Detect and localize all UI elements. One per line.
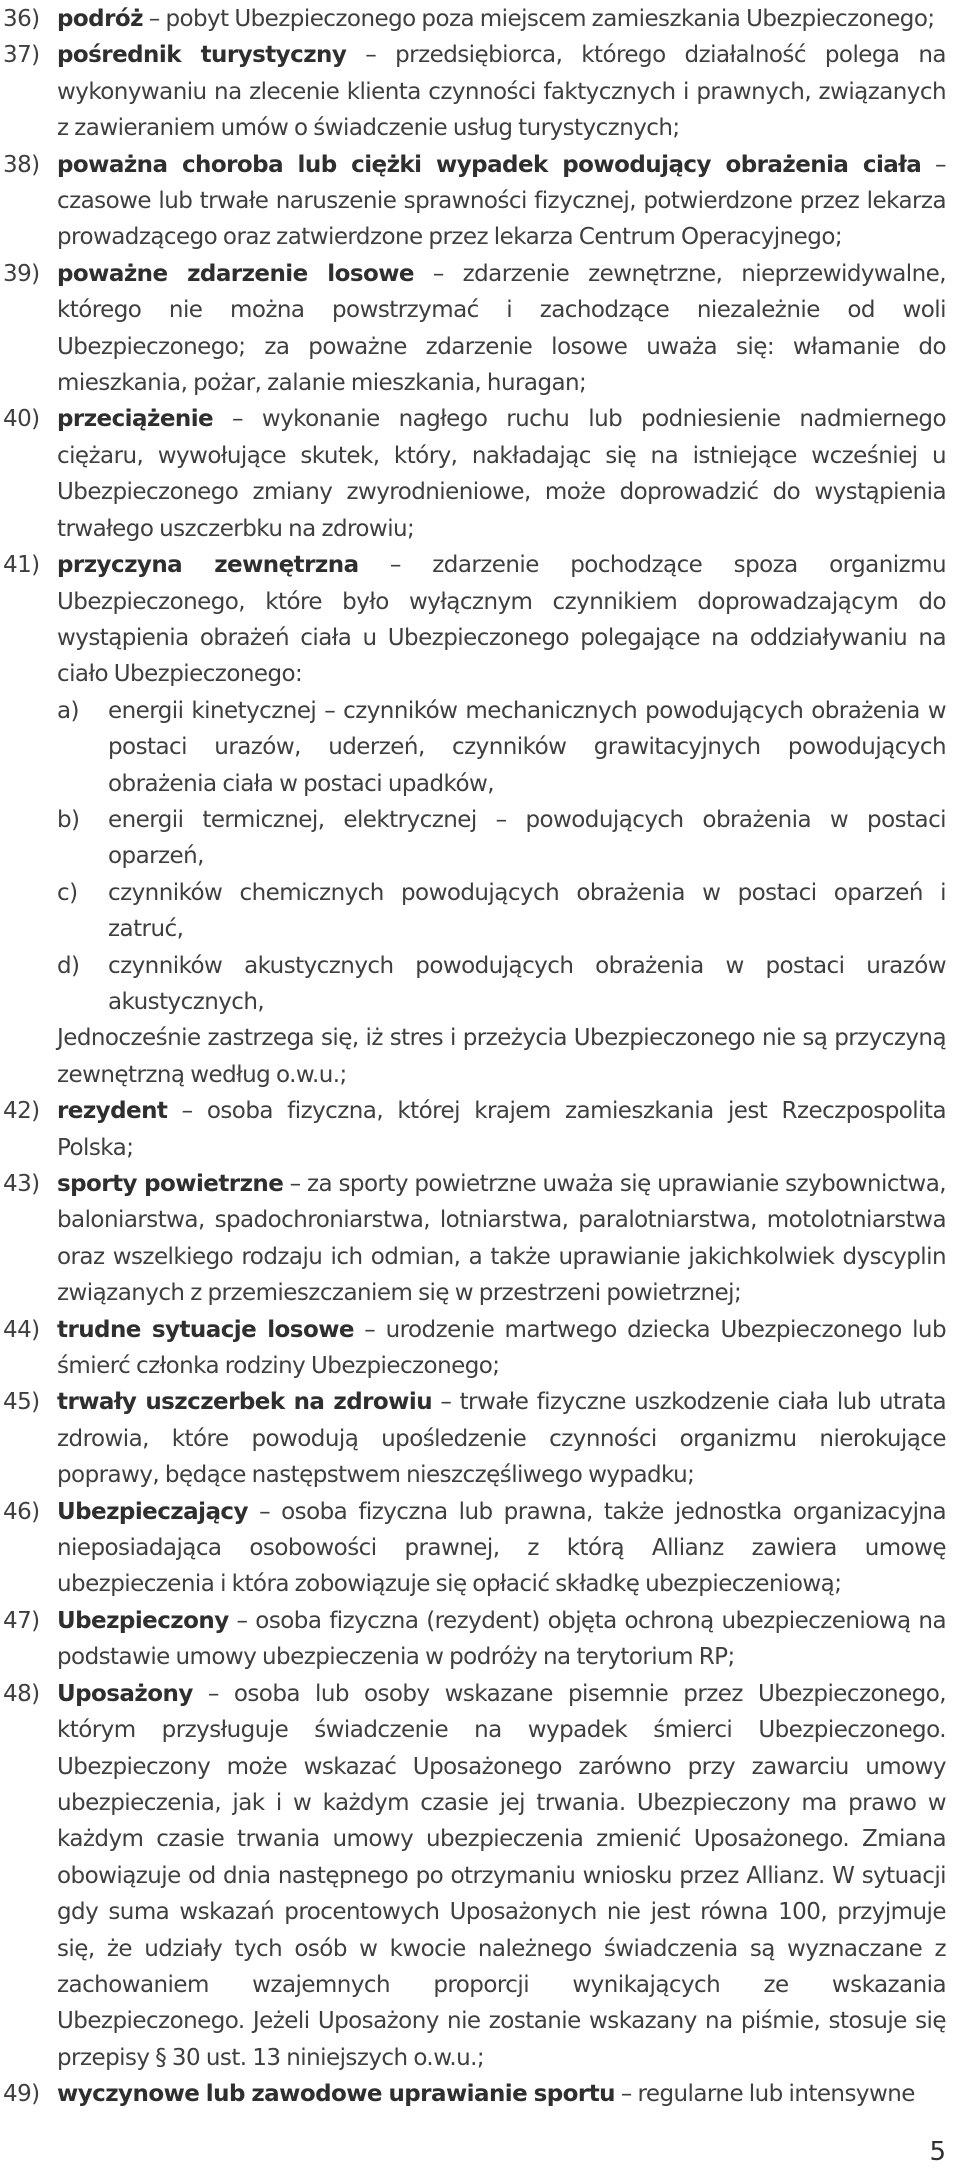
definition-number: 41): [3, 552, 40, 579]
definition-term: sporty powietrzne: [57, 1171, 284, 1197]
definition-40: [3, 401, 946, 547]
definition-44: [3, 1312, 946, 1385]
definition-46: [3, 1494, 946, 1603]
definition-text: – za sporty powietrzne uważa się uprawianie szybownictwa, baloniarstwa, spadochroniarstwa, lotniarstwa, paralotniarstwa, motolotniarstwa oraz wszelkiego rodzaju ich odmian, a także uprawianie jakichkolwiek dyscyplin związanych z przemieszczaniem się w przestrzeni powietrznej;: [57, 1171, 946, 1307]
definition-38: [3, 147, 946, 256]
definition-number: 39): [3, 260, 40, 287]
definition-number: 46): [3, 1498, 40, 1525]
definition-term: wyczynowe lub zawodowe uprawianie sportu: [57, 2081, 615, 2108]
definition-text: – zdarzenie zewnętrzne, nieprzewidywalne, którego nie można powstrzymać i zachodzące niezależnie od woli Ubezpieczonego; za poważne zdarzenie losowe uważa się: włamanie do mieszkania, pożar, zalanie mieszkania, huragan;: [57, 260, 946, 397]
definition-term: poważne zdarzenie losowe: [57, 260, 414, 287]
definition-text: – pobyt Ubezpieczonego poza miejscem zamieszkania Ubezpieczonego;: [142, 6, 935, 32]
definition-term: Ubezpieczony: [57, 1607, 229, 1634]
definition-term: poważna choroba lub ciężki wypadek powodujący obrażenia ciała: [57, 151, 922, 178]
external-cause-note: Jednocześnie zastrzega się, iż stres i przeżycia Ubezpieczonego nie są przyczyną zewnętrzną według o.w.u.;: [57, 1025, 946, 1088]
definition-term: pośrednik turystyczny: [57, 42, 347, 69]
definition-45: [3, 1384, 946, 1493]
definition-47: [3, 1603, 946, 1676]
definition-37: [3, 37, 946, 146]
definition-number: 43): [3, 1171, 40, 1197]
definition-term: Ubezpieczający: [57, 1498, 248, 1525]
definition-number: 36): [3, 6, 40, 32]
definition-term: Uposażony: [57, 1680, 193, 1707]
definition-text: – urodzenie martwego dziecka Ubezpieczonego lub śmierć członka rodziny Ubezpieczonego;: [57, 1316, 946, 1380]
definition-number: 45): [3, 1389, 40, 1416]
definition-term: przyczyna zewnętrzna: [57, 552, 359, 579]
definition-text: – wykonanie nagłego ruchu lub podniesienie nadmiernego ciężaru, wywołujące skutek, który, nakładając się na istniejące wcześniej u Ubezpieczonego zmiany zwyrodnieniowe, może doprowadzić do wystąpienia trwałego uszczerbku na zdrowiu;: [57, 406, 946, 542]
subitem-text: energii kinetycznej – czynników mechanicznych powodujących obrażenia w postaci urazów, uderzeń, czynników grawitacyjnych powodujących obrażenia ciała w postaci upadków,: [108, 697, 946, 797]
definition-41: [3, 547, 946, 693]
definition-text: – czasowe lub trwałe naruszenie sprawności fizycznej, potwierdzone przez lekarza prowadzącego oraz zatwierdzone przez lekarza Centrum Operacyjnego;: [57, 151, 946, 251]
definition-43: [3, 1166, 946, 1312]
definition-text: – osoba fizyczna, której krajem zamieszkania jest Rzeczpospolita Polska;: [57, 1098, 946, 1161]
definition-48: [3, 1676, 946, 2076]
definition-number: 49): [3, 2081, 40, 2108]
definition-number: 48): [3, 1680, 40, 1707]
definition-number: 42): [3, 1098, 40, 1125]
definition-term: podróż: [57, 6, 143, 32]
subitem-d: [3, 948, 946, 1021]
definition-number: 40): [3, 406, 40, 433]
subitem-b: [3, 802, 946, 875]
subitem-letter: c): [57, 879, 78, 906]
page-number: 5: [929, 2137, 946, 2167]
definition-term: rezydent: [57, 1098, 168, 1125]
definition-42: [3, 1093, 946, 1166]
subitem-letter: d): [57, 952, 80, 979]
definition-term: trwały uszczerbek na zdrowiu: [57, 1389, 433, 1416]
subitem-letter: a): [57, 697, 79, 724]
definition-text: – osoba fizyczna lub prawna, także jednostka organizacyjna nieposiadająca osobowości prawnej, z którą Allianz zawiera umowę ubezpieczenia i która zobowiązuje się opłacić składkę ubezpieczeniową;: [57, 1498, 946, 1598]
subitem-text: czynników akustycznych powodujących obrażenia w postaci urazów akustycznych,: [108, 952, 946, 1015]
definition-text: – przedsiębiorca, którego działalność polega na wykonywaniu na zlecenie klienta czynności faktycznych i prawnych, związanych z zawieraniem umów o świadczenie usług turystycznych;: [57, 42, 946, 142]
subitem-letter: b): [57, 806, 80, 833]
definition-term: przeciążenie: [57, 406, 214, 433]
definition-text: – regularne lub intensywne: [614, 2081, 915, 2108]
subitem-text: czynników chemicznych powodujących obrażenia w postaci oparzeń i zatruć,: [108, 879, 946, 943]
definition-text: – osoba fizyczna (rezydent) objęta ochroną ubezpieczeniową na podstawie umowy ubezpieczenia w podróży na terytorium RP;: [57, 1607, 946, 1671]
definition-text: – trwałe fizyczne uszkodzenie ciała lub utrata zdrowia, które powodują upośledzenie czynności organizmu nierokujące poprawy, będące następstwem nieszczęśliwego wypadku;: [57, 1389, 946, 1489]
definition-36: [3, 1, 946, 37]
definition-39: [3, 256, 946, 402]
definition-number: 38): [3, 151, 40, 178]
definition-number: 47): [3, 1607, 40, 1634]
definition-number: 37): [3, 42, 40, 69]
definition-term: trudne sytuacje losowe: [57, 1316, 354, 1343]
subitem-text: energii termicznej, elektrycznej – powodujących obrażenia w postaci oparzeń,: [108, 806, 946, 870]
subitem-c: [3, 875, 946, 948]
definition-49: [3, 2076, 946, 2112]
subitem-a: [3, 693, 946, 802]
definition-text: – zdarzenie pochodzące spoza organizmu Ubezpieczonego, które było wyłącznym czynnikiem doprowadzającym do wystąpienia obrażeń ciała u Ubezpieczonego polegające na oddziaływaniu na ciało Ubezpieczonego:: [57, 552, 946, 688]
definition-number: 44): [3, 1316, 40, 1343]
definition-text: – osoba lub osoby wskazane pisemnie przez Ubezpieczonego, którym przysługuje świadczenie na wypadek śmierci Ubezpieczonego. Ubezpieczony może wskazać Uposażonego zarówno przy zawarciu umowy ubezpieczenia, jak i w każdym czasie jej trwania. Ubezpieczony ma prawo w każdym czasie trwania umowy ubezpieczenia zmienić Uposażonego. Zmiana obowiązuje od dnia następnego po otrzymaniu wniosku przez Allianz. W sytuacji gdy suma wskazań procentowych Uposażonych nie jest równa 100, przyjmuje się, że udziały tych osób w kwocie należnego świadczenia są wyznaczane z zachowaniem wzajemnych proporcji wynikających ze wskazania Ubezpieczonego. Jeżeli Uposażony nie zostanie wskazany na piśmie, stosuje się przepisy § 30 ust. 13 niniejszych o.w.u.;: [57, 1680, 946, 2071]
